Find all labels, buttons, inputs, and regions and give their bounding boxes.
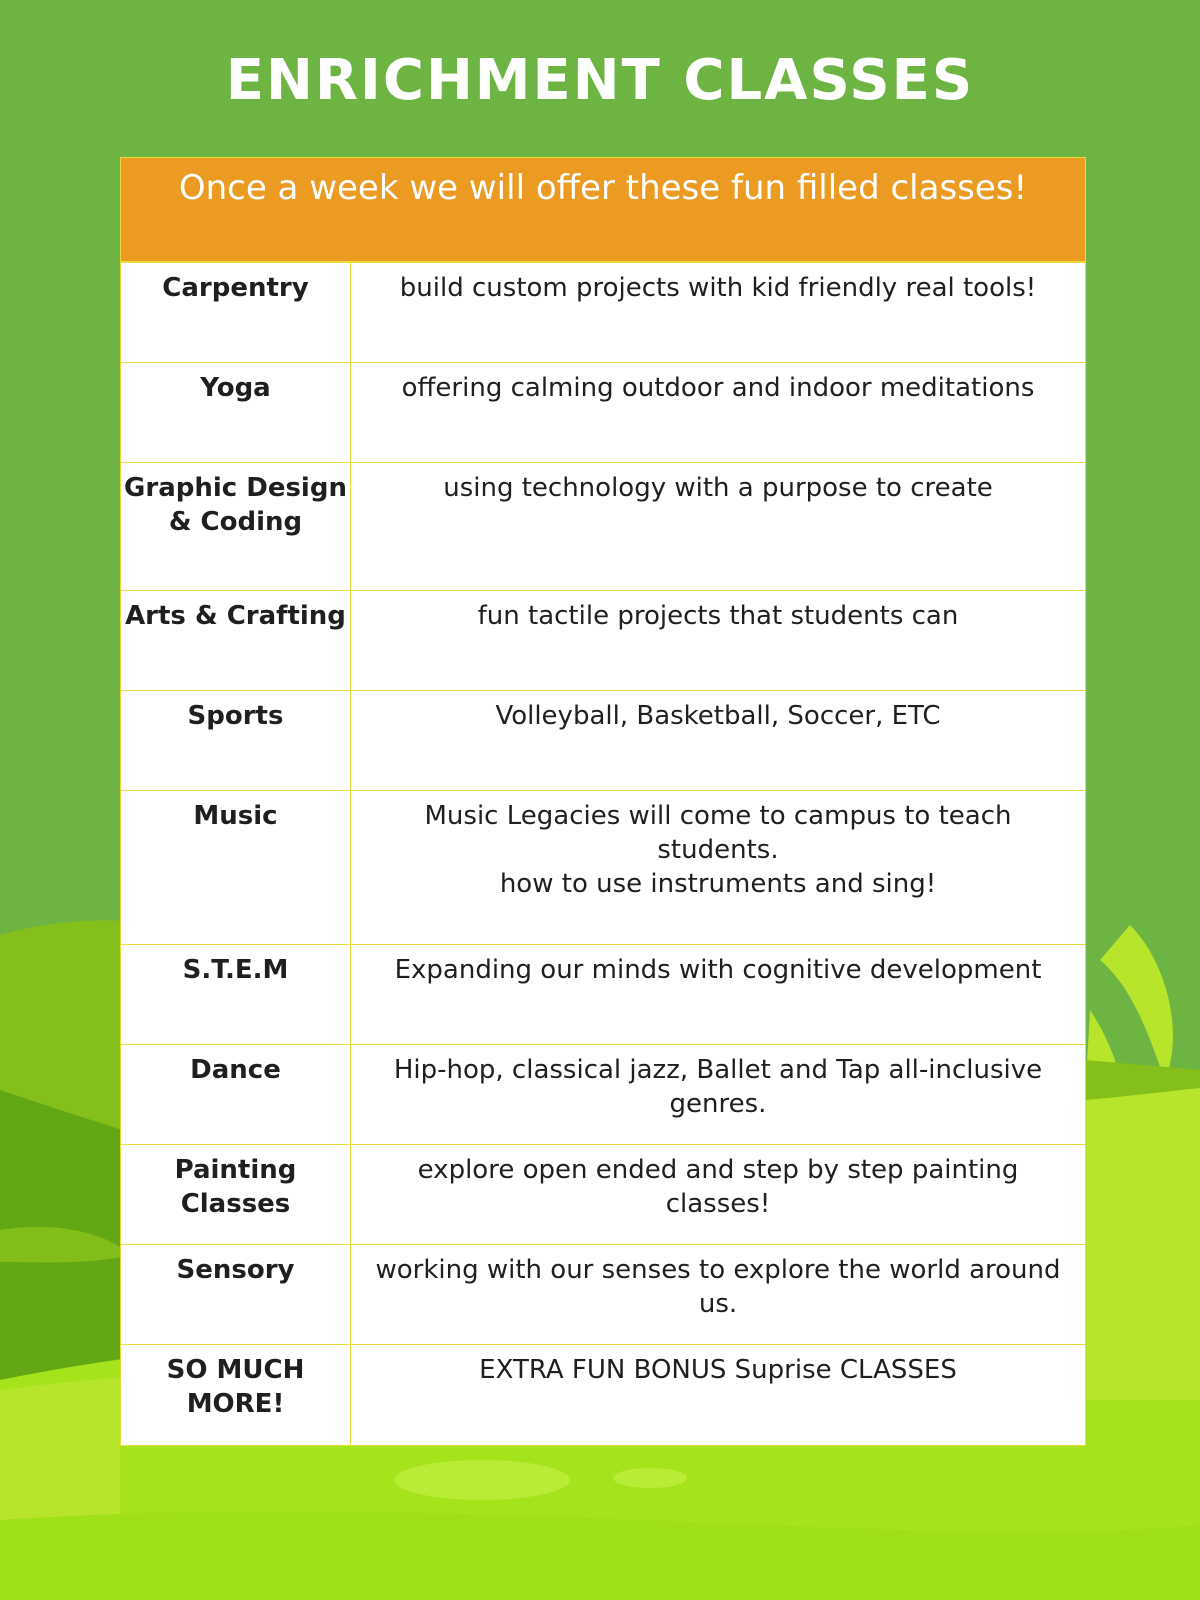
class-description bbox=[351, 1045, 1086, 1145]
class-name: Dance bbox=[121, 1045, 351, 1145]
class-description-line: Volleyball, Basketball, Soccer, ETC bbox=[495, 701, 941, 731]
class-name: Arts & Crafting bbox=[121, 591, 351, 691]
class-description-line: fun tactile projects that students can bbox=[477, 601, 959, 631]
class-description bbox=[351, 1245, 1086, 1345]
table-row bbox=[121, 1145, 1085, 1245]
class-name: S.T.E.M bbox=[121, 945, 351, 1045]
class-name: Graphic Design & Coding bbox=[121, 463, 351, 591]
table-row bbox=[121, 263, 1085, 363]
class-name: Yoga bbox=[121, 363, 351, 463]
class-description-line: offering calming outdoor and indoor meditations bbox=[401, 373, 1035, 403]
class-description bbox=[351, 1345, 1086, 1445]
class-description-line: working with our senses to explore the world around us. bbox=[375, 1255, 1061, 1319]
table-row bbox=[121, 591, 1085, 691]
class-description bbox=[351, 363, 1086, 463]
class-description-line: build custom projects with kid friendly real tools! bbox=[399, 273, 1037, 303]
class-description-line: EXTRA FUN BONUS Suprise CLASSES bbox=[479, 1355, 957, 1385]
class-description bbox=[351, 791, 1086, 945]
class-name: Sensory bbox=[121, 1245, 351, 1345]
classes-table bbox=[120, 157, 1086, 1446]
class-name: Music bbox=[121, 791, 351, 945]
table-row bbox=[121, 1245, 1085, 1345]
class-description bbox=[351, 591, 1086, 691]
class-description-line: Expanding our minds with cognitive development bbox=[394, 955, 1042, 985]
table-row bbox=[121, 363, 1085, 463]
class-description bbox=[351, 463, 1086, 591]
class-description-line: Music Legacies will come to campus to teach students. bbox=[424, 801, 1012, 865]
table-row bbox=[121, 1045, 1085, 1145]
class-description bbox=[351, 1145, 1086, 1245]
table-row bbox=[121, 945, 1085, 1045]
class-description-line: how to use instruments and sing! bbox=[499, 869, 937, 899]
table-banner: Once a week we will offer these fun filled classes! bbox=[121, 158, 1085, 262]
table-row bbox=[121, 463, 1085, 591]
class-description-line: using technology with a purpose to create bbox=[443, 473, 993, 503]
class-name: Painting Classes bbox=[121, 1145, 351, 1245]
class-name: SO MUCH MORE! bbox=[121, 1345, 351, 1445]
class-description-line: explore open ended and step by step painting classes! bbox=[417, 1155, 1019, 1219]
page-title: ENRICHMENT CLASSES bbox=[225, 48, 975, 113]
class-description bbox=[351, 263, 1086, 363]
class-name: Sports bbox=[121, 691, 351, 791]
table-row bbox=[121, 691, 1085, 791]
class-description bbox=[351, 945, 1086, 1045]
table-row bbox=[121, 1345, 1085, 1445]
table-row bbox=[121, 791, 1085, 945]
class-description bbox=[351, 691, 1086, 791]
class-description-line: Hip-hop, classical jazz, Ballet and Tap all-inclusive genres. bbox=[393, 1055, 1043, 1119]
class-name: Carpentry bbox=[121, 263, 351, 363]
classes-list bbox=[121, 262, 1085, 1445]
